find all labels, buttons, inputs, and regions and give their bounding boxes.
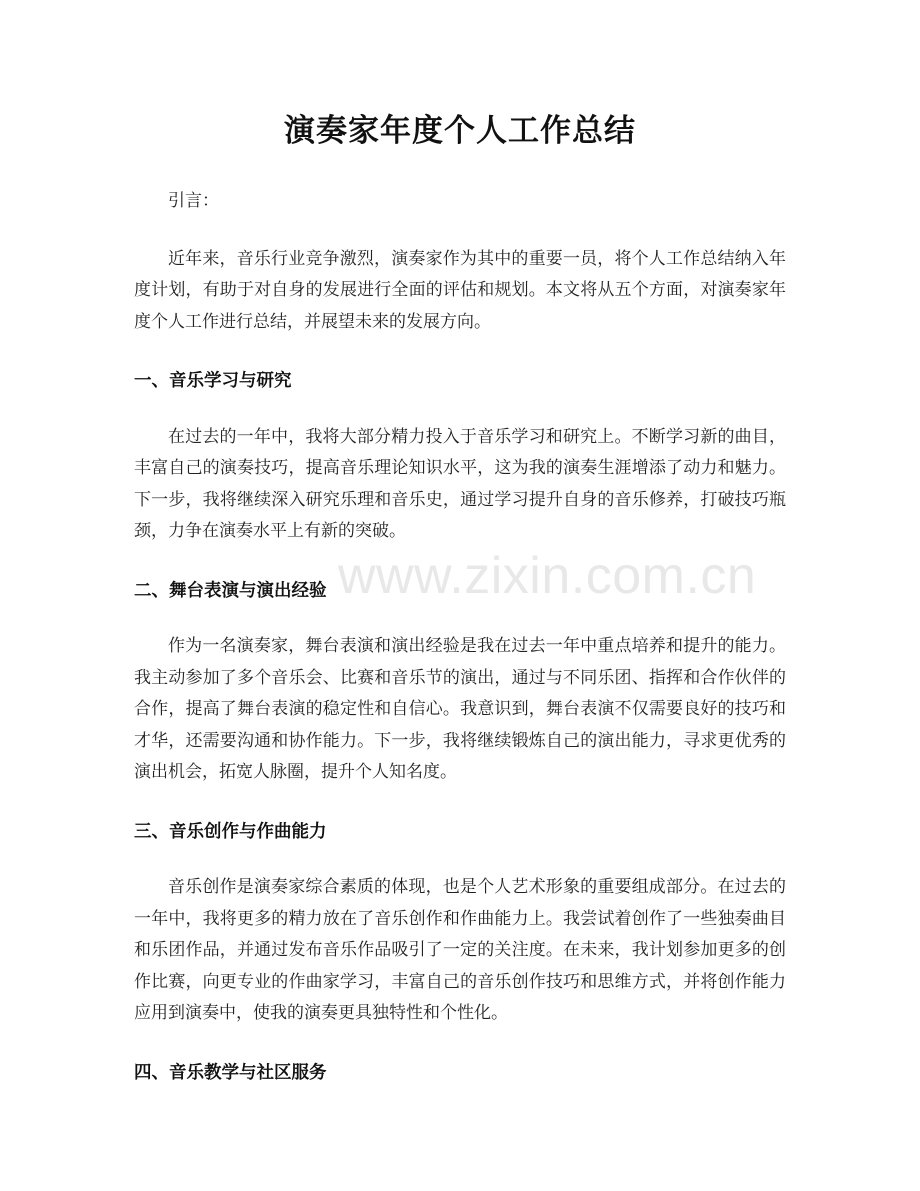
- section-heading-4: 四、音乐教学与社区服务: [134, 1062, 327, 1083]
- section-heading-2: 二、舞台表演与演出经验: [134, 580, 327, 601]
- section-heading-3: 三、音乐创作与作曲能力: [134, 821, 327, 842]
- watermark: www.zixin.com.cn: [338, 547, 757, 605]
- section-heading-1: 一、音乐学习与研究: [134, 371, 292, 391]
- section-paragraph-3: 音乐创作是演奏家综合素质的体现，也是个人艺术形象的重要组成部分。在过去的一年中，我将更多的精力放在了音乐创作和作曲能力上。我尝试着创作了一些独奏曲目和乐团作品，并通过发布音乐作品吸引了一定的关注度。在未来，我计划参加更多的创作比赛，向更专业的作曲家学习，丰富自己的音乐创作技巧和思维方式，并将创作能力应用到演奏中，使我的演奏更具独特性和个性化。: [134, 877, 786, 1023]
- intro-label: 引言：: [168, 191, 219, 211]
- document-title: 演奏家年度个人工作总结: [284, 113, 636, 149]
- document-body: [134, 186, 786, 1113]
- section-paragraph-2: 作为一名演奏家，舞台表演和演出经验是我在过去一年中重点培养和提升的能力。我主动参加了多个音乐会、比赛和音乐节的演出，通过与不同乐团、指挥和合作伙伴的合作，提高了舞台表演的稳定性和自信心。我意识到，舞台表演不仅需要良好的技巧和才华，还需要沟通和协作能力。下一步，我将继续锻炼自己的演出能力，寻求更优秀的演出机会，拓宽人脉圈，提升个人知名度。: [134, 636, 786, 782]
- section-paragraph-1: 在过去的一年中，我将大部分精力投入于音乐学习和研究上。不断学习新的曲目，丰富自己的演奏技巧，提高音乐理论知识水平，这为我的演奏生涯增添了动力和魅力。下一步，我将继续深入研究乐理和音乐史，通过学习提升自身的音乐修养，打破技巧瓶颈，力争在演奏水平上有新的突破。: [134, 426, 786, 541]
- intro-paragraph: 近年来，音乐行业竞争激烈，演奏家作为其中的重要一员，将个人工作总结纳入年度计划，有助于对自身的发展进行全面的评估和规划。本文将从五个方面，对演奏家年度个人工作进行总结，并展望未来的发展方向。: [134, 248, 786, 332]
